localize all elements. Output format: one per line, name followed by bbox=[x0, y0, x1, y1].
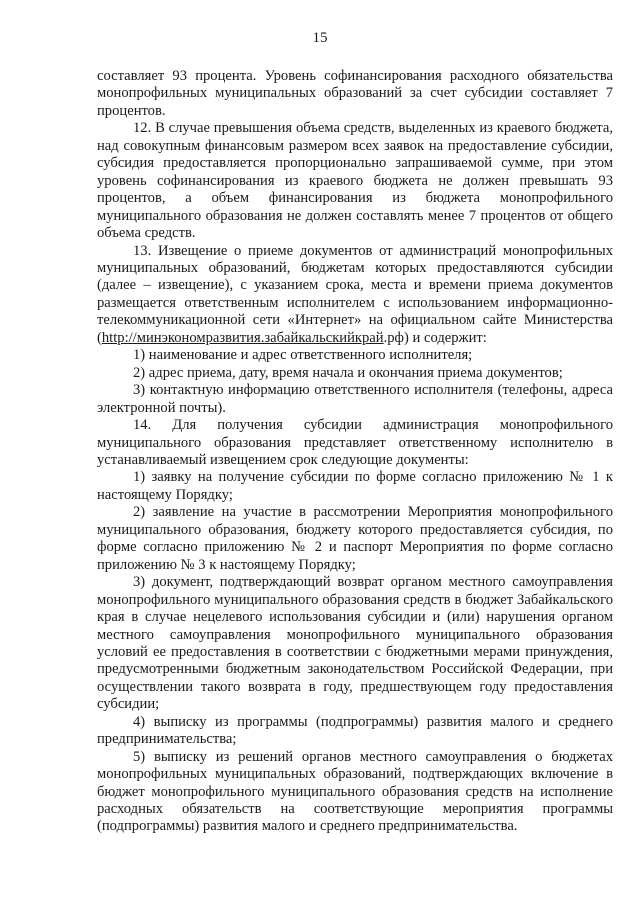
paragraph-13-text-end: .рф) и содержит: bbox=[383, 329, 487, 346]
ministry-website-link[interactable]: http://минэкономразвития.забайкальскийкрай bbox=[101, 329, 384, 346]
document-body bbox=[97, 68, 613, 836]
list-item-14-2: 2) заявление на участие в рассмотрении Мероприятия монопрофильного муниципального образования, бюджету которого предоставляется субсидия, по форме согласно приложению № 2 и паспорт Мероприятия по форме согласно приложению № 3 к настоящему Порядку; bbox=[97, 504, 613, 573]
paragraph-12: 12. В случае превышения объема средств, выделенных из краевого бюджета, над совокупным финансовым размером всех заявок на предоставление субсидии, субсидия предоставляется пропорционально запрашиваемой сумме, при этом уровень софинансирования из краевого бюджета не должен превышать 93 процентов, а объем финансирования из бюджета монопрофильного муниципального образования не должен составлять менее 7 процентов от общего объема средств. bbox=[97, 120, 613, 242]
paragraph-cofinancing-continued: составляет 93 процента. Уровень софинансирования расходного обязательства монопрофильных муниципальных образований за счет субсидии составляет 7 процентов. bbox=[97, 68, 613, 119]
list-item-13-3: 3) контактную информацию ответственного исполнителя (телефоны, адреса электронной почты). bbox=[97, 382, 613, 416]
list-item-14-5: 5) выписку из решений органов местного самоуправления о бюджетах монопрофильных муниципальных образований, подтверждающих включение в бюджет монопрофильного муниципального образования средств на исполнение расходных обязательств на соответствующие мероприятия программы (подпрограммы) развития малого и среднего предпринимательства. bbox=[97, 748, 613, 835]
list-item-14-4: 4) выписку из программы (подпрограммы) развития малого и среднего предпринимательства; bbox=[97, 713, 613, 748]
list-item-14-3: 3) документ, подтверждающий возврат органом местного самоуправления монопрофильного муниципального образования средств в бюджет Забайкальского края в случае нецелевого использования субсидии и (или) нарушения органом местного самоуправления монопрофильного муниципального образования условий ее предоставления в соответствии с бюджетными мерами принуждения, предусмотренными бюджетным законодательством Российской Федерации, при осуществлении такого возврата в году, предшествующем году предоставления субсидии; bbox=[97, 574, 613, 713]
list-item-13-1: 1) наименование и адрес ответственного исполнителя; bbox=[133, 347, 473, 364]
paragraph-13 bbox=[97, 243, 613, 348]
list-item-13-2: 2) адрес приема, дату, время начала и окончания приема документов; bbox=[133, 364, 563, 381]
paragraph-13-text: 13. Извещение о приеме документов от администраций монопрофильных муниципальных образований, бюджетам которых предоставляются субсидии (далее – извещение), с указанием срока, места и времени приема документов размещается ответственным исполнителем с использованием информационно-телекоммуникационной сети «Интернет» на официальном сайте Министерства ( bbox=[97, 242, 613, 346]
paragraph-14: 14. Для получения субсидии администрация монопрофильного муниципального образования представляет ответственному исполнителю в устанавливаемый извещением срок следующие документы: bbox=[97, 417, 613, 468]
page-number: 15 bbox=[312, 30, 328, 46]
list-item-14-1: 1) заявку на получение субсидии по форме согласно приложению № 1 к настоящему Порядку; bbox=[97, 469, 613, 503]
